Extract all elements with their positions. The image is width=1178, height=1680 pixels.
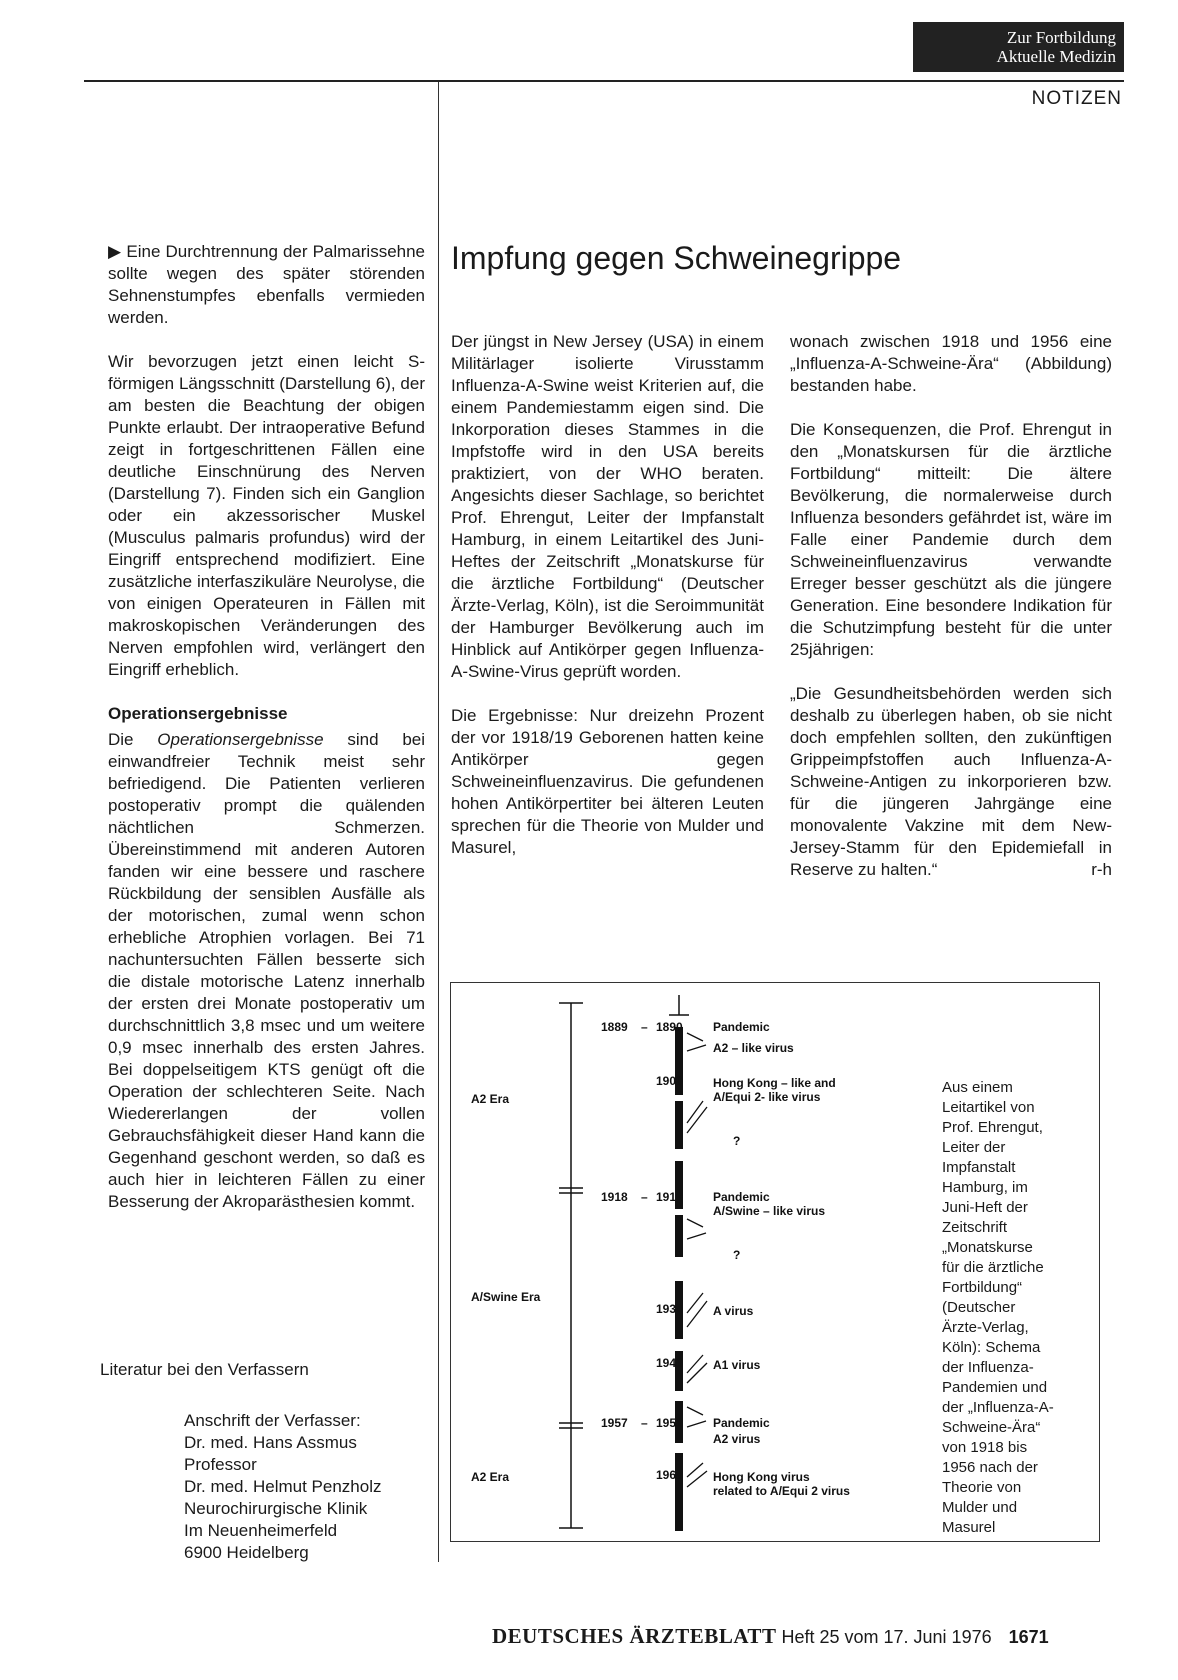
question-mark: ? <box>733 1134 741 1148</box>
address-line: Neurochirurgische Klinik <box>184 1499 368 1518</box>
arrow-icon <box>687 1301 707 1327</box>
year-label: 1900 <box>656 1074 683 1088</box>
caption-line: Leitartikel von <box>942 1099 1035 1116</box>
event-label: A1 virus <box>713 1358 761 1372</box>
arrow-icon <box>687 1463 703 1477</box>
year-label: 1958 <box>656 1416 683 1430</box>
caption-line: Aus einem <box>942 1079 1013 1096</box>
caption-line: Ärzte-Verlag, <box>942 1319 1029 1336</box>
arrow-icon <box>687 1107 707 1133</box>
caption-line: Mulder und <box>942 1499 1018 1516</box>
caption-line: Prof. Ehrengut, <box>942 1119 1043 1136</box>
year-label: 1889 <box>601 1020 628 1034</box>
caption-line: Fortbildung“ <box>942 1279 1023 1296</box>
address-line: Anschrift der Verfasser: <box>184 1411 361 1430</box>
year-label: 1918 <box>601 1190 628 1204</box>
caption-line: der Influenza- <box>942 1359 1034 1376</box>
arrow-icon <box>687 1407 703 1415</box>
column-divider <box>438 82 439 1562</box>
address-line: Dr. med. Hans Assmus <box>184 1433 357 1452</box>
arrow-icon <box>687 1421 706 1427</box>
caption-line: Zeitschrift <box>942 1219 1008 1236</box>
author-signature: r-h <box>1091 860 1112 879</box>
article-title: Impfung gegen Schweinegrippe <box>451 240 902 276</box>
subheading-results: Operationsergebnisse <box>108 704 288 723</box>
caption-line: „Monatskurse <box>942 1239 1033 1256</box>
middle-column <box>451 331 764 859</box>
year-dash: – <box>641 1020 648 1034</box>
address-line: Dr. med. Helmut Penzholz <box>184 1477 382 1496</box>
question-mark: ? <box>733 1248 741 1262</box>
event-label: Hong Kong virus <box>713 1470 810 1484</box>
section-badge <box>913 22 1124 72</box>
address-line: 6900 Heidelberg <box>184 1543 309 1562</box>
article-paragraph: Der jüngst in New Jersey (USA) in einem Militärlager isolierte Virusstamm Influenza-A-Swine weist Kriterien auf, die einem Pandemiestamm eigen sind. Die Inkorporation dieses Stammes in die Impfstoffe wird in den USA bereits praktiziert, von der WHO beraten. Angesichts dieser Sachlage, so berichtet Prof. Ehrengut, Leiter der Impfanstalt Hamburg, in einem Leitartikel des Juni-Heftes der Zeitschrift „Monatskurse für die ärztliche Fortbildung“ (Deutscher Ärzte-Verlag, Köln), ist die Seroimmunität der Hamburger Bevölkerung auch im Hinblick auf Antikörper gegen Influenza-A-Swine-Virus geprüft worden. <box>451 332 764 681</box>
journal-name: DEUTSCHES ÄRZTEBLATT <box>492 1624 777 1648</box>
year-dash: – <box>641 1416 648 1430</box>
year-dash: – <box>641 1190 648 1204</box>
address-line: Professor <box>184 1455 257 1474</box>
event-label: Pandemic <box>713 1190 770 1204</box>
caption-line: Hamburg, im <box>942 1179 1028 1196</box>
paragraph-incision: Wir bevorzugen jetzt einen leicht S-förmigen Längsschnitt (Darstellung 6), der am besten die Beachtung der obigen Punkte erlaubt. Der intraoperative Befund zeigt in fortgeschrittenen Fällen eine deutliche Einschnürung des Nerven (Darstellung 7). Finden sich ein Ganglion oder ein akzessorischer Muskel (Musculus palmaris profundus) wird der Eingriff entsprechend modifiziert. Eine zusätzliche interfaszikuläre Neurolyse, die von einigen Operateuren in Fällen mit makroskopischen Veränderungen des Nerven empfohlen wird, verlängert den Eingriff erheblich. <box>108 352 425 679</box>
caption-line: Juni-Heft der <box>942 1199 1028 1216</box>
caption-line: von 1918 bis <box>942 1439 1028 1456</box>
caption-line: Schweine-Ära“ <box>942 1419 1041 1436</box>
event-label: A/Swine – like virus <box>713 1204 826 1218</box>
caption-line: der „Influenza-A- <box>942 1399 1054 1416</box>
article-paragraph: Die Konsequenzen, die Prof. Ehrengut in den „Monatskursen für die ärztliche Fortbildung“ mitteilt: Die ältere Bevölkerung, die normalerweise durch Influenza besonders gefährdet ist, wäre im Falle einer Pandemie durch dem Schweineinfluenzavirus verwandte Erreger besser geschützt als die jüngere Generation. Eine besondere Indikation für die Schutzimpfung besteht für die unter 25jährigen: <box>790 420 1112 659</box>
page-number: 1671 <box>1008 1627 1049 1647</box>
article-paragraph: „Die Gesundheitsbehörden werden sich deshalb zu überlegen haben, ob sie nicht doch empfehlen sollten, den zukünftigen Grippeimpfstoffen auch Influenza-A-Schweine-Antigen zu inkorporieren bzw. für die jüngeren Jahrgänge eine monovalente Vakzine mit dem New-Jersey-Stamm für den Epidemiefall in Reserve zu halten.“ r-h <box>790 684 1112 879</box>
timeline-segment <box>675 1215 683 1257</box>
article-paragraph: Die Ergebnisse: Nur dreizehn Prozent der vor 1918/19 Geborenen hatten keine Antikörper gegen Schweineinfluenzavirus. Die gefundenen hohen Antikörpertiter bei älteren Leuten sprechen für die Theorie von Mulder und Masurel, <box>451 706 764 857</box>
arrow-icon <box>687 1233 706 1239</box>
caption-line: 1956 nach der <box>942 1459 1038 1476</box>
era-label: A/Swine Era <box>471 1290 541 1304</box>
arrow-icon <box>687 1363 707 1383</box>
event-label: Pandemic <box>713 1020 770 1034</box>
left-column <box>108 241 425 1213</box>
address-line: Im Neuenheimerfeld <box>184 1521 338 1540</box>
caption-line: Theorie von <box>942 1479 1022 1496</box>
figure-caption <box>942 1078 1092 1538</box>
arrow-icon <box>687 1101 703 1123</box>
caption-line: Leiter der <box>942 1139 1006 1156</box>
event-label: Hong Kong – like and <box>713 1076 836 1090</box>
year-label: 1934 <box>656 1302 683 1316</box>
page-footer <box>492 1624 1049 1649</box>
event-label: A virus <box>713 1304 754 1318</box>
triangle-bullet-icon: ▶ <box>108 242 127 261</box>
paragraph-results: Die Operationsergebnisse sind bei einwandfreier Technik meist sehr befriedigend. Die Patienten verlieren postoperativ prompt die quälenden nächtlichen Schmerzen. Übereinstimmend mit anderen Autoren fanden wir eine bessere und raschere Rückbildung der sensiblen Ausfälle als der motorischen, zumal wenn schon erhebliche Atrophien vorlagen. Bei 71 nachuntersuchten Fällen besserte sich die distale motorische Latenz innerhalb der ersten drei Monate postoperativ um durchschnittlich 3,8 msec und um weitere 0,9 msec innerhalb des ersten Jahres. Bei doppelseitigem KTS genügt oft die Operation der schlechteren Seite. Nach Wiedererlangen der vollen Gebrauchsfähigkeit dieser Hand kann die Gegenhand geschont werden, so daß es auch hier in leichteren Fällen zu einer Besserung der Akroparästhesien kommt. <box>108 730 426 1211</box>
caption-line: Köln): Schema <box>942 1339 1041 1356</box>
year-label: 1957 <box>601 1416 628 1430</box>
year-label: 1890 <box>656 1020 683 1034</box>
badge-line-2: Aktuelle Medizin <box>996 47 1116 66</box>
article-paragraph: wonach zwischen 1918 und 1956 eine „Influenza-A-Schweine-Ära“ (Abbildung) bestanden habe. <box>790 332 1112 395</box>
timeline-segment <box>675 1453 683 1531</box>
author-address <box>184 1410 381 1564</box>
era-label: A2 Era <box>471 1092 510 1106</box>
caption-line: Masurel <box>942 1519 996 1536</box>
caption-line: für die ärztliche <box>942 1259 1044 1276</box>
issue-info: Heft 25 vom 17. Juni 1976 <box>781 1627 992 1647</box>
year-label: 1919 <box>656 1190 683 1204</box>
timeline-segment <box>675 1101 683 1149</box>
caption-line: Pandemien und <box>942 1379 1048 1396</box>
literature-note: Literatur bei den Verfassern <box>100 1360 309 1379</box>
right-column <box>790 331 1112 881</box>
arrow-icon <box>687 1219 703 1227</box>
era-label: A2 Era <box>471 1470 510 1484</box>
caption-line: Impfanstalt <box>942 1159 1016 1176</box>
year-label: 1968 <box>656 1468 683 1482</box>
event-label: A2 – like virus <box>713 1041 794 1055</box>
arrow-icon <box>687 1045 706 1051</box>
caption-line: (Deutscher <box>942 1299 1016 1316</box>
header-rule <box>84 80 1124 82</box>
event-label: A2 virus <box>713 1432 761 1446</box>
year-label: 1946 <box>656 1356 683 1370</box>
event-label: Pandemic <box>713 1416 770 1430</box>
arrow-icon <box>687 1471 707 1487</box>
badge-line-1: Zur Fortbildung <box>1006 28 1116 47</box>
arrow-icon <box>687 1033 703 1041</box>
section-label: NOTIZEN <box>1031 88 1122 109</box>
event-label: A/Equi 2- like virus <box>713 1090 821 1104</box>
event-label: related to A/Equi 2 virus <box>713 1484 850 1498</box>
bullet-paragraph: ▶ Eine Durchtrennung der Palmarissehne sollte wegen des später störenden Sehnenstumpfes ebenfalls vermieden werden. <box>108 242 426 327</box>
